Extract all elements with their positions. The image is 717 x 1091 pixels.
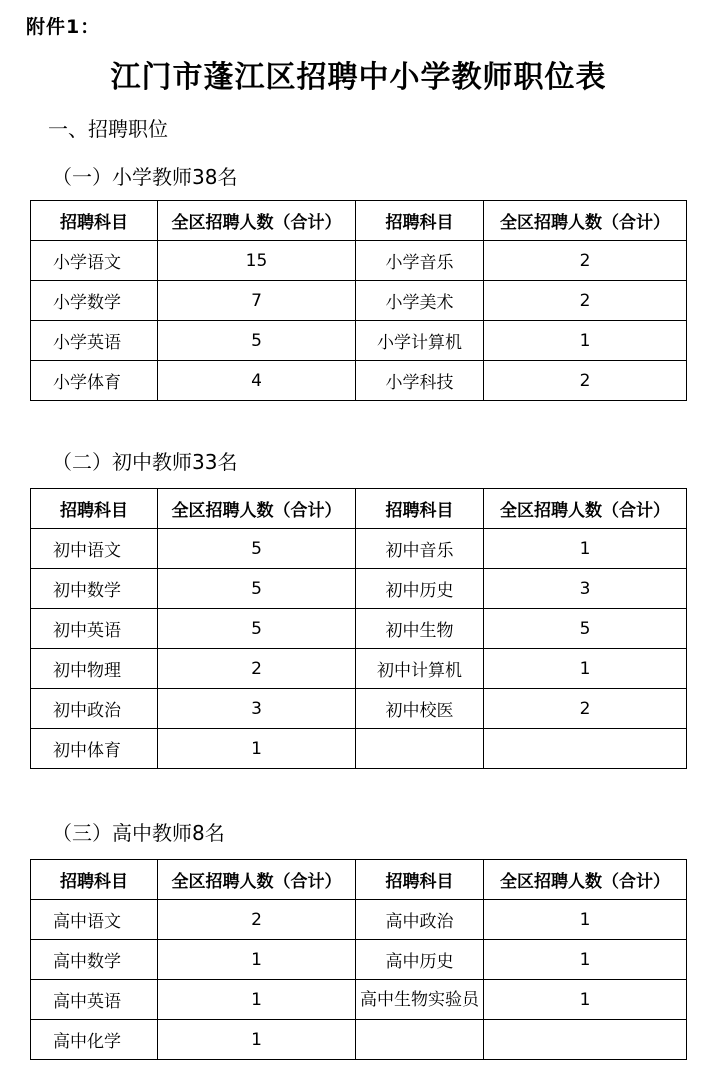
page-title: 江门市蓬江区招聘中小学教师职位表 <box>110 60 607 95</box>
subject-cell: 高中语文 <box>31 900 158 940</box>
subject-cell: 初中校医 <box>356 689 484 729</box>
header-subject: 招聘科目 <box>31 489 158 529</box>
header-subject: 招聘科目 <box>356 489 484 529</box>
subject-cell: 小学科技 <box>356 361 484 401</box>
table-row <box>31 900 687 940</box>
count-cell <box>484 1020 687 1060</box>
count-cell: 1 <box>158 940 356 980</box>
table-row <box>31 569 687 609</box>
table-row <box>31 321 687 361</box>
header-subject: 招聘科目 <box>356 860 484 900</box>
subject-cell: 高中历史 <box>356 940 484 980</box>
subject-cell: 初中体育 <box>31 729 158 769</box>
header-subject: 招聘科目 <box>356 201 484 241</box>
subject-cell: 高中化学 <box>31 1020 158 1060</box>
table-row <box>31 241 687 281</box>
count-cell: 2 <box>158 900 356 940</box>
header-subject: 招聘科目 <box>31 860 158 900</box>
count-cell: 4 <box>158 361 356 401</box>
count-cell: 1 <box>484 321 687 361</box>
count-cell: 3 <box>158 689 356 729</box>
count-cell: 5 <box>158 529 356 569</box>
subject-cell: 初中生物 <box>356 609 484 649</box>
subject-cell: 初中音乐 <box>356 529 484 569</box>
table-row <box>31 281 687 321</box>
section-title-middle: （二）初中教师33名 <box>52 450 238 474</box>
subject-cell <box>356 729 484 769</box>
count-cell: 1 <box>158 980 356 1020</box>
count-cell: 5 <box>484 609 687 649</box>
subject-cell: 高中政治 <box>356 900 484 940</box>
table-row <box>31 980 687 1020</box>
table-high <box>30 859 687 1060</box>
header-count: 全区招聘人数（合计） <box>158 489 356 529</box>
table-row <box>31 940 687 980</box>
table-row <box>31 689 687 729</box>
section-title-primary: （一）小学教师38名 <box>52 165 238 189</box>
subject-cell <box>356 1020 484 1060</box>
count-cell: 1 <box>158 1020 356 1060</box>
subject-cell: 小学语文 <box>31 241 158 281</box>
count-cell: 5 <box>158 321 356 361</box>
subject-cell: 初中历史 <box>356 569 484 609</box>
table-row <box>31 729 687 769</box>
count-cell: 5 <box>158 569 356 609</box>
table-row <box>31 529 687 569</box>
subject-cell: 高中英语 <box>31 980 158 1020</box>
subject-cell: 小学音乐 <box>356 241 484 281</box>
header-count: 全区招聘人数（合计） <box>484 860 687 900</box>
subject-cell: 小学数学 <box>31 281 158 321</box>
table-header-row <box>31 489 687 529</box>
count-cell: 1 <box>484 940 687 980</box>
section-title-high: （三）高中教师8名 <box>52 821 225 845</box>
table-row <box>31 361 687 401</box>
subject-cell: 小学体育 <box>31 361 158 401</box>
table-middle <box>30 488 687 769</box>
subject-cell: 高中生物实验员 <box>356 980 484 1020</box>
count-cell: 3 <box>484 569 687 609</box>
count-cell: 2 <box>484 361 687 401</box>
count-cell: 15 <box>158 241 356 281</box>
count-cell: 2 <box>484 241 687 281</box>
table-header-row <box>31 860 687 900</box>
subject-cell: 初中政治 <box>31 689 158 729</box>
subject-cell: 初中语文 <box>31 529 158 569</box>
count-cell: 5 <box>158 609 356 649</box>
count-cell: 1 <box>484 900 687 940</box>
subject-cell: 小学计算机 <box>356 321 484 361</box>
subject-cell: 小学美术 <box>356 281 484 321</box>
header-count: 全区招聘人数（合计） <box>158 201 356 241</box>
table-primary <box>30 200 687 401</box>
subject-cell: 初中数学 <box>31 569 158 609</box>
count-cell <box>484 729 687 769</box>
count-cell: 2 <box>484 689 687 729</box>
header-count: 全区招聘人数（合计） <box>484 489 687 529</box>
count-cell: 2 <box>158 649 356 689</box>
count-cell: 7 <box>158 281 356 321</box>
attachment-label: 附件1： <box>26 16 101 38</box>
subject-cell: 高中数学 <box>31 940 158 980</box>
count-cell: 1 <box>158 729 356 769</box>
section-heading: 一、招聘职位 <box>48 117 168 141</box>
count-cell: 1 <box>484 649 687 689</box>
header-count: 全区招聘人数（合计） <box>484 201 687 241</box>
count-cell: 1 <box>484 980 687 1020</box>
subject-cell: 初中英语 <box>31 609 158 649</box>
table-row <box>31 1020 687 1060</box>
count-cell: 1 <box>484 529 687 569</box>
table-row <box>31 609 687 649</box>
table-header-row <box>31 201 687 241</box>
subject-cell: 初中物理 <box>31 649 158 689</box>
header-count: 全区招聘人数（合计） <box>158 860 356 900</box>
count-cell: 2 <box>484 281 687 321</box>
table-row <box>31 649 687 689</box>
header-subject: 招聘科目 <box>31 201 158 241</box>
subject-cell: 小学英语 <box>31 321 158 361</box>
subject-cell: 初中计算机 <box>356 649 484 689</box>
